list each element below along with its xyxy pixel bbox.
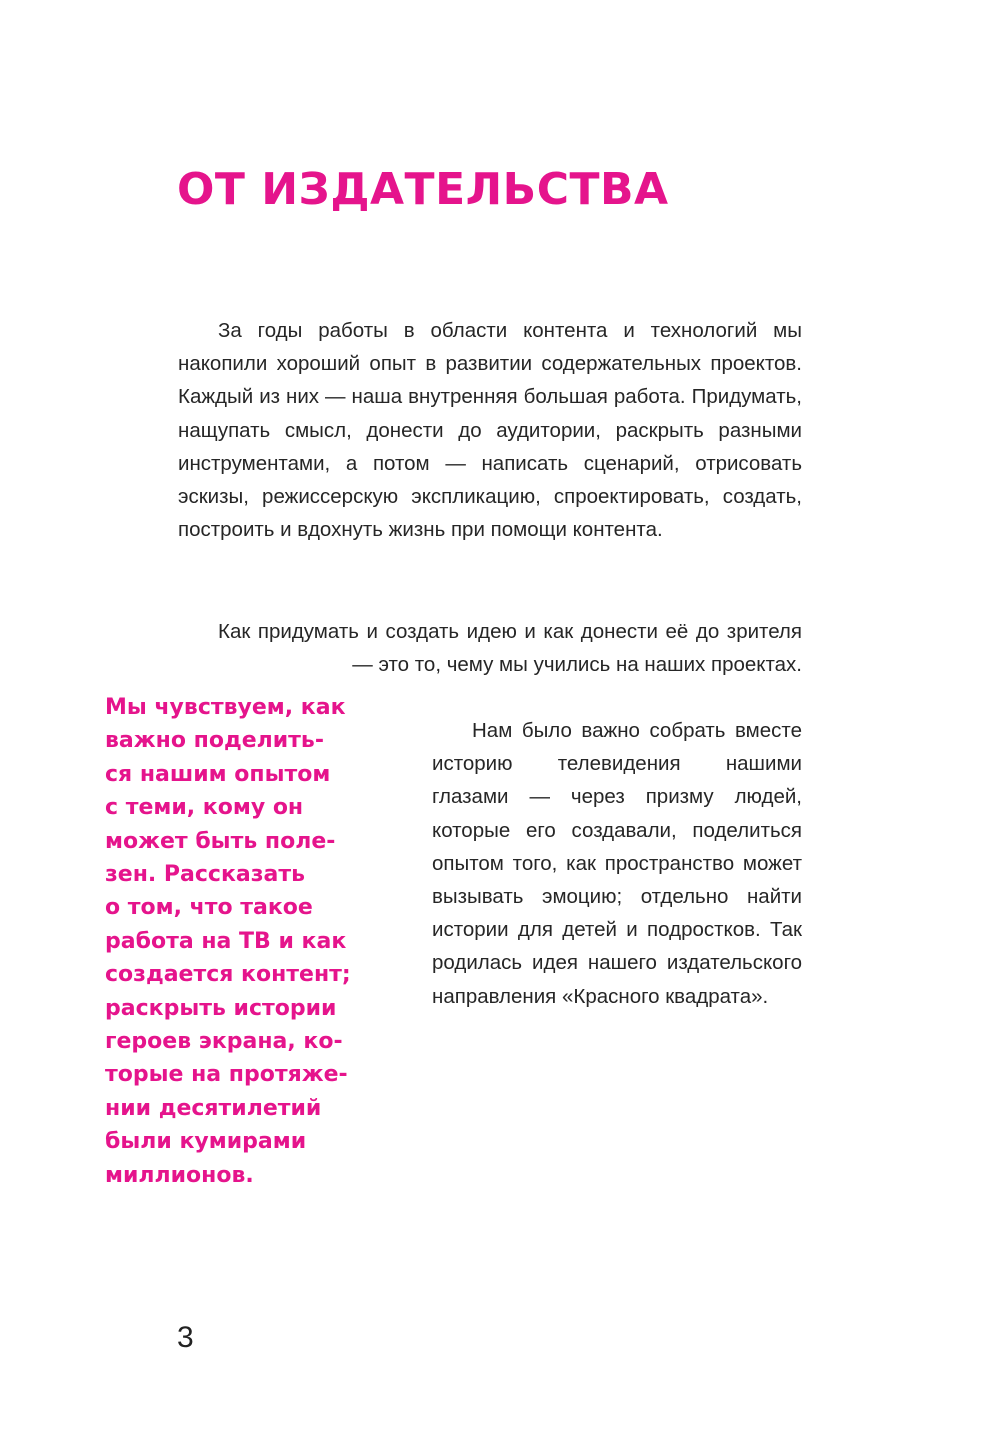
page-number: 3 <box>177 1321 194 1354</box>
page-title: ОТ ИЗДАТЕЛЬСТВА <box>177 164 669 215</box>
body-paragraph-1: За годы работы в области контента и технологий мы накопили хороший опыт в развитии содержательных проектов. Каждый из них — наша внутренняя большая работа. Придумать, нащупать смысл, донести до аудитории, раскрыть разными инструментами, а потом — написать сценарий, отрисовать эскизы, режиссерскую экспликацию, спроектировать, создать, построить и вдохнуть жизнь при помощи контента. <box>178 319 802 542</box>
body-paragraph-3: Нам было важно собрать вместе историю телевидения нашими глазами — через призму людей, которые его создавали, поделиться опытом того, как пространство может вызывать эмоцию; отдельно найти истории для детей и подростков. Так родилась идея нашего издательского направления «Красного квадрата». <box>432 719 802 1008</box>
pull-quote: Мы чувствуем, как важно поделить- ся нашим опытом с теми, кому он может быть поле- зен. Рассказать о том, что такое работа на ТВ и как создается контент; раскрыть истории героев экрана, ко- торые на протяже- нии десятилетий были кумирами миллионов. <box>105 695 351 1188</box>
body-paragraph-2: Как придумать и создать идею и как донести её до зрителя — это то, чему мы учились на наших проектах. <box>218 620 802 677</box>
